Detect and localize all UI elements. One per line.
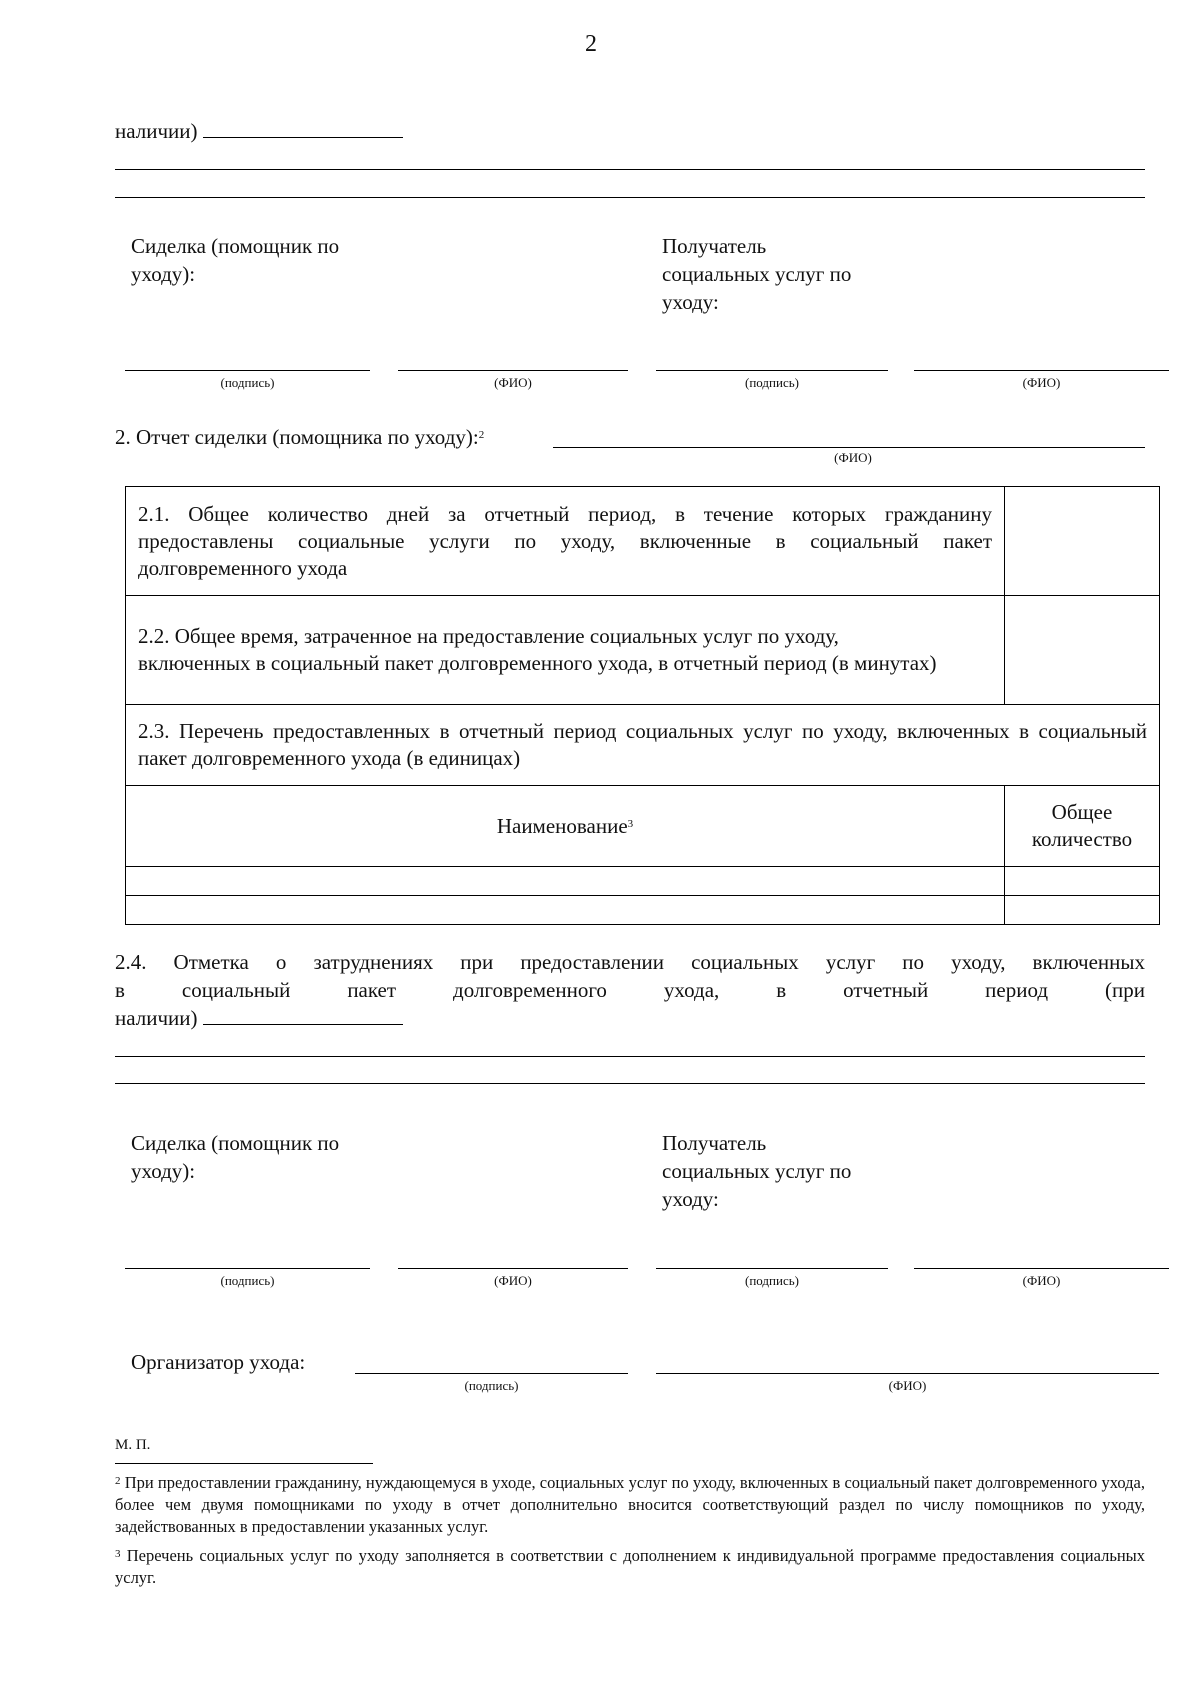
row-2-2-label: 2.2. Общее время, затраченное на предоставление социальных услуг по уходу, включенных в социальный пакет долговременного ухода, в отчетный период (в минутах) [126, 596, 1005, 705]
recipient-name-line[interactable] [914, 1268, 1169, 1269]
footnote-ref-2: 2 [478, 429, 485, 441]
footnote-ref-3: 3 [627, 817, 634, 830]
recipient-name-line[interactable] [914, 370, 1169, 371]
footnote-3-mark: 3 [115, 1548, 121, 1560]
row-2-4-line-3 [115, 1004, 403, 1032]
row-2-4-availability: наличии) [115, 1006, 198, 1030]
availability-line-1[interactable] [115, 169, 1145, 170]
footnote-2-mark: 2 [115, 1475, 121, 1487]
row-2-4-line-2: в социальный пакет долговременного ухода, в отчетный период (при [115, 978, 1145, 1002]
row-2-3-label: 2.3. Перечень предоставленных в отчетный период социальных услуг по уходу, включенных в социальный пакет долговременного ухода (в единицах) [126, 705, 1160, 786]
section2-heading-text: 2. Отчет сиделки (помощника по уходу): [115, 425, 479, 449]
caption-signature: (подпись) [745, 375, 799, 390]
availability-label: наличии) [115, 119, 198, 143]
row-2-2-value[interactable] [1005, 596, 1160, 705]
availability-text [115, 117, 403, 145]
row-2-4-line-1: 2.4. Отметка о затруднениях при предоставлении социальных услуг по уходу, включенных [115, 950, 1145, 974]
footnote-separator [115, 1463, 373, 1464]
service-total-cell[interactable] [1005, 896, 1160, 925]
caregiver-name-line[interactable] [398, 370, 628, 371]
caption-name: (ФИО) [1022, 375, 1061, 390]
organizer-caption-name: (ФИО) [888, 1378, 927, 1393]
table-header-row [126, 786, 1160, 867]
caregiver-label: Сиделка (помощник по уходу): [131, 1131, 340, 1183]
section2-name-caption: (ФИО) [834, 450, 872, 465]
service-name-cell[interactable] [126, 896, 1005, 925]
caregiver-signature-line[interactable] [125, 1268, 370, 1269]
col-name-text: Наименование [496, 813, 628, 838]
footnote-2 [115, 1472, 1145, 1538]
organizer-caption-signature: (подпись) [464, 1378, 519, 1393]
caption-signature: (подпись) [220, 375, 275, 390]
recipient-signature-line[interactable] [656, 1268, 888, 1269]
footnote-3 [115, 1545, 1145, 1589]
caption-name: (ФИО) [494, 375, 532, 390]
caregiver-name-line[interactable] [398, 1268, 628, 1269]
organizer-signature-line[interactable] [355, 1373, 628, 1374]
caption-signature: (подпись) [220, 1273, 275, 1288]
availability-blank[interactable] [203, 117, 403, 138]
caption-signature: (подпись) [745, 1273, 799, 1288]
caption-name: (ФИО) [494, 1273, 532, 1288]
footnote-3-text: Перечень социальных услуг по уходу заполняется в соответствии с дополнением к индивидуальной программе предоставления социальных услуг. [115, 1546, 1146, 1587]
table-row [126, 705, 1160, 786]
page-number: 2 [585, 31, 597, 57]
caregiver-label: Сиделка (помощник по уходу): [131, 234, 340, 286]
row-2-1-value[interactable] [1005, 487, 1160, 596]
difficulty-line-2[interactable] [115, 1083, 1145, 1084]
section2-heading [115, 423, 484, 451]
table-row [126, 487, 1160, 596]
recipient-label: Получатель социальных услуг по уходу: [662, 234, 852, 314]
recipient-signature-line[interactable] [656, 370, 888, 371]
col-total-header: Общее количество [1005, 786, 1160, 867]
report-table [125, 486, 1160, 925]
caption-name: (ФИО) [1022, 1273, 1061, 1288]
difficulty-line-1[interactable] [115, 1056, 1145, 1057]
caregiver-signature-line[interactable] [125, 370, 370, 371]
organizer-name-line[interactable] [656, 1373, 1159, 1374]
table-row [126, 867, 1160, 896]
section2-name-line[interactable] [553, 447, 1145, 448]
stamp-place: М. П. [115, 1437, 151, 1453]
col-name-header [126, 786, 1005, 867]
service-total-cell[interactable] [1005, 867, 1160, 896]
table-row [126, 896, 1160, 925]
row-2-4-blank[interactable] [203, 1004, 403, 1025]
recipient-label: Получатель социальных услуг по уходу: [662, 1131, 852, 1211]
availability-line-2[interactable] [115, 197, 1145, 198]
row-2-1-label: 2.1. Общее количество дней за отчетный период, в течение которых гражданину предоставлены социальные услуги по уходу, включенные в социальный пакет долговременного ухода [126, 487, 1005, 596]
organizer-label: Организатор ухода: [131, 1350, 306, 1374]
table-row [126, 596, 1160, 705]
service-name-cell[interactable] [126, 867, 1005, 896]
footnote-2-text: При предоставлении гражданину, нуждающемуся в уходе, социальных услуг по уходу, включенных в социальный пакет долговременного ухода, более чем двумя помощниками по уходу в отчет дополнительно вносится соответствующий раздел по числу помощников по уходу, задействованных в предоставлении указанных услуг. [115, 1473, 1145, 1536]
